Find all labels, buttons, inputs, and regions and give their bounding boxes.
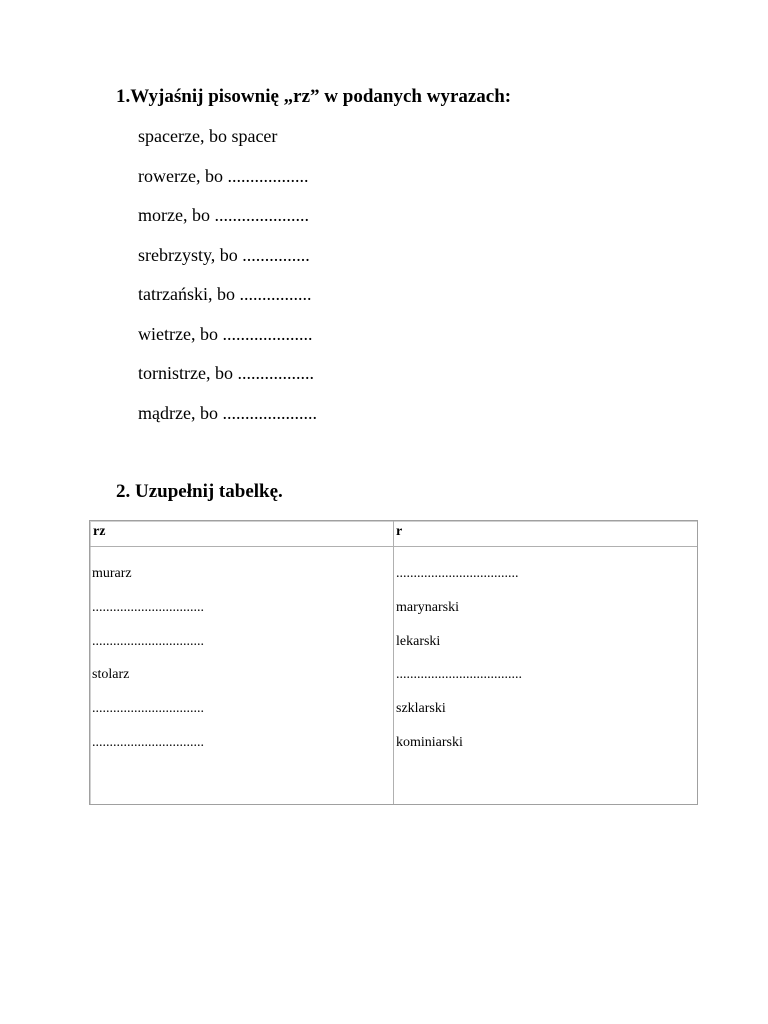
list-item: mądrze, bo .....................: [138, 402, 317, 423]
table-cell: marynarski: [396, 599, 459, 615]
list-item: srebrzysty, bo ...............: [138, 244, 310, 265]
list-item: spacerze, bo spacer: [138, 126, 278, 146]
table-cell: ...................................: [396, 566, 519, 581]
table-cell: ................................: [92, 633, 204, 649]
column-divider: [393, 521, 394, 804]
list-item: morze, bo .....................: [138, 205, 309, 225]
exercise-2-title: 2. Uzupełnij tabelkę.: [116, 481, 283, 502]
table-cell: ................................: [92, 734, 204, 750]
table-cell: murarz: [92, 566, 132, 581]
list-item: tatrzański, bo ................: [138, 284, 312, 304]
fill-in-table: [89, 520, 698, 805]
table-cell: ................................: [92, 701, 204, 717]
table-cell: kominiarski: [396, 734, 463, 750]
header-divider: [90, 546, 697, 547]
list-item: tornistrze, bo .................: [138, 363, 314, 383]
table-cell: ................................: [92, 599, 204, 615]
table-cell: szklarski: [396, 701, 446, 717]
table-cell: lekarski: [396, 633, 441, 649]
table-column-r: [396, 565, 522, 768]
table-header-rz: rz: [93, 524, 106, 539]
table-cell: stolarz: [92, 667, 130, 683]
list-item: wietrze, bo ....................: [138, 323, 313, 344]
table-cell: ....................................: [396, 667, 522, 683]
exercise-1-word-list: [138, 124, 317, 440]
table-column-rz: [92, 565, 204, 768]
table-header-r: r: [396, 524, 403, 539]
exercise-1-title: 1.Wyjaśnij pisownię „rz” w podanych wyrazach:: [116, 86, 512, 107]
list-item: rowerze, bo ..................: [138, 165, 309, 186]
